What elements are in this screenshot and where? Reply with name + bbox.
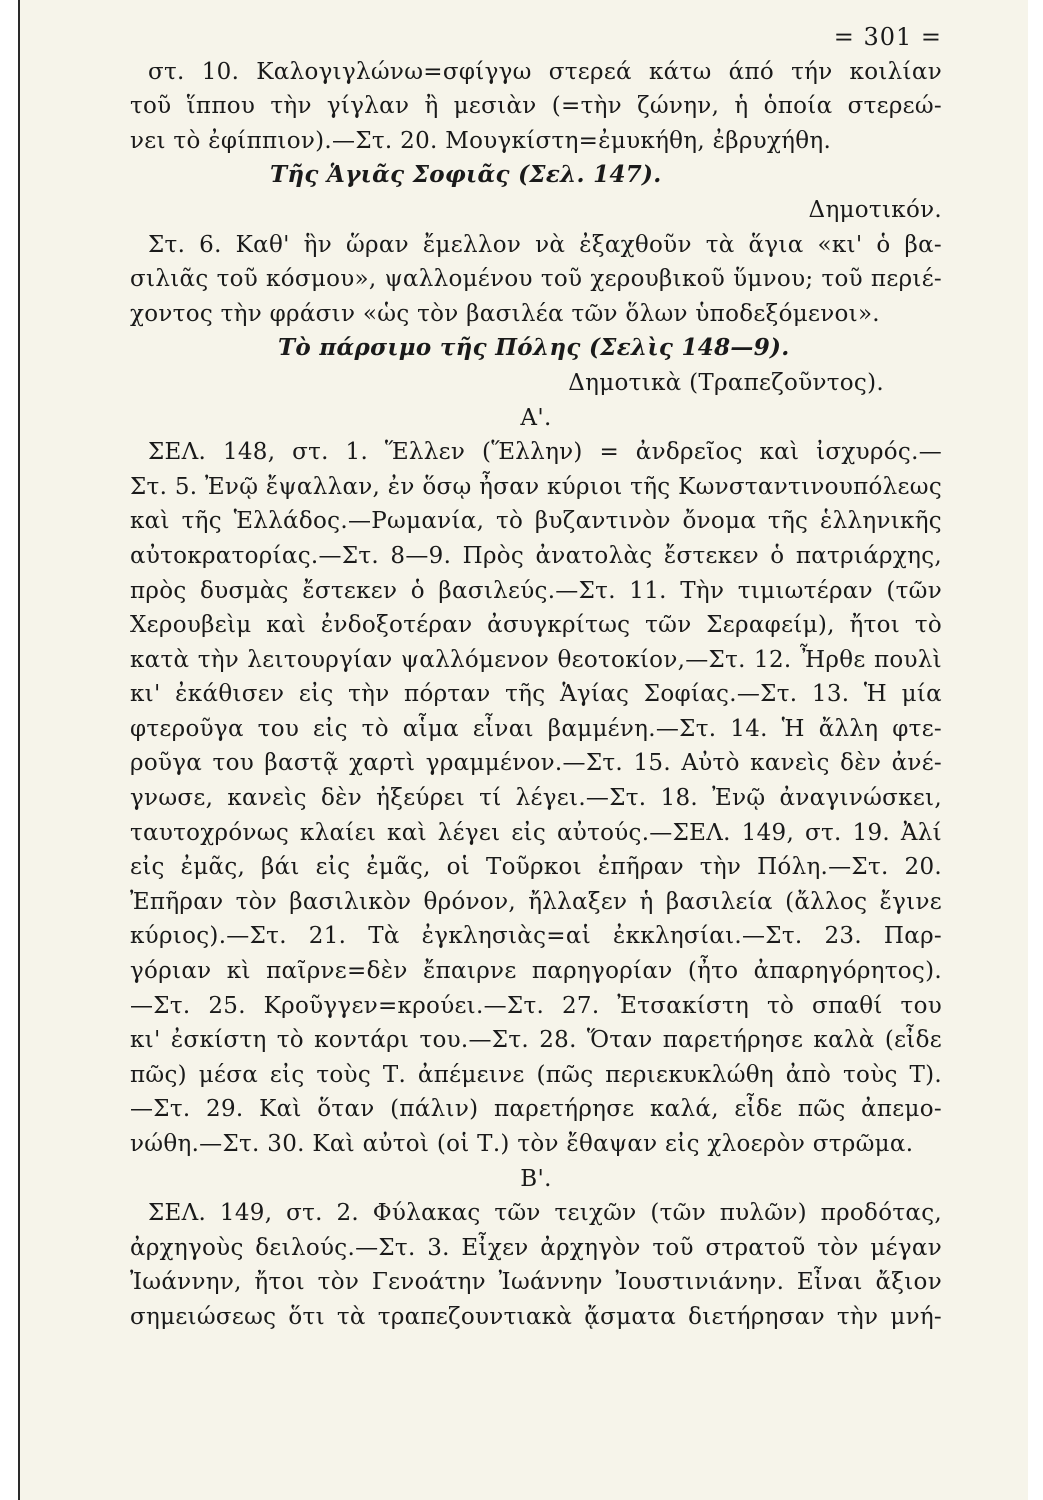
text-line: —Στ. 25. Κροῦγγεν=κρούει.—Στ. 27. Ἐτσακίστη τὸ σπαθί του — [130, 992, 942, 1019]
text-line: γόριαν κὶ παῖρνε=δὲν ἔπαιρνε παρηγορίαν (ἦτο ἀπαρηγόρητος). — [130, 958, 942, 985]
section-heading: Τὸ πάρσιμο τῆς Πόλης (Σελὶς 148—9). — [278, 334, 790, 362]
section-subheading: Δημοτικόν. — [808, 196, 942, 223]
book-page — [18, 0, 1028, 1500]
text-line: ἀρχηγοὺς δειλούς.—Στ. 3. Εἶχεν ἀρχηγὸν τοῦ στρατοῦ τὸν μέγαν — [130, 1234, 942, 1261]
section-subheading: Δημοτικὰ (Τραπεζοῦντος). — [568, 369, 884, 396]
page-number: = 301 = — [833, 23, 942, 51]
text-line: —Στ. 29. Καὶ ὅταν (πάλιν) παρετήρησε καλά, εἶδε πῶς ἀπεμο- — [130, 1096, 942, 1123]
text-line: νώθη.—Στ. 30. Καὶ αὐτοὶ (οἱ Τ.) τὸν ἔθαψαν εἰς χλοερὸν στρῶμα. — [130, 1131, 914, 1157]
text-line: ροῦγα του βαστᾷ χαρτὶ γραμμένον.—Στ. 15. Αὐτὸ κανεὶς δὲν ἀνέ- — [130, 750, 942, 777]
text-line: Ἰωάννην, ἤτοι τὸν Γενοάτην Ἰωάννην Ἰουστινιάνην. Εἶναι ἄξιον — [130, 1269, 942, 1296]
text-line: ΣΕΛ. 149, στ. 2. Φύλακας τῶν τειχῶν (τῶν πυλῶν) προδότας, — [148, 1200, 942, 1227]
section-heading: Τῆς Ἁγιᾶς Σοφιᾶς (Σελ. 147). — [270, 161, 662, 189]
text-line: Στ. 6. Καθ' ἣν ὥραν ἔμελλον νὰ ἐξαχθοῦν τὰ ἅγια «κι' ὁ βα- — [148, 231, 942, 258]
text-line: χοντος τὴν φράσιν «ὡς τὸν βασιλέα τῶν ὅλων ὑποδεξόμενοι». — [130, 300, 880, 327]
text-line: κι' ἐσκίστη τὸ κοντάρι του.—Στ. 28. Ὅταν παρετήρησε καλὰ (εἶδε — [130, 1027, 942, 1054]
text-line: στ. 10. Καλογιγλώνω=σφίγγω στερεά κάτω άπό τήν κοιλίαν — [148, 58, 942, 85]
text-line: κατὰ τὴν λειτουργίαν ψαλλόμενον θεοτοκίον,—Στ. 12. Ἦρθε πουλὶ — [130, 646, 942, 673]
text-line: εἰς ἐμᾶς, βάι εἰς ἐμᾶς, οἱ Τοῦρκοι ἐπῆραν τὴν Πόλη.—Στ. 20. — [130, 854, 942, 881]
part-marker: Β'. — [520, 1165, 552, 1192]
text-line: Ἐπῆραν τὸν βασιλικὸν θρόνον, ἤλλαξεν ἡ βασιλεία (ἄλλος ἔγινε — [130, 888, 942, 915]
text-line: Χερουβεὶμ καὶ ἐνδοξοτέραν ἀσυγκρίτως τῶν Σεραφείμ), ἤτοι τὸ — [130, 612, 942, 639]
text-line: φτεροῦγα του εἰς τὸ αἷμα εἶναι βαμμένη.—Στ. 14. Ἡ ἄλλη φτε- — [130, 715, 942, 742]
page-text — [130, 20, 942, 1335]
text-line: σημειώσεως ὅτι τὰ τραπεζουντιακὰ ᾄσματα διετήρησαν τὴν μνή- — [130, 1303, 942, 1330]
text-line: ΣΕΛ. 148, στ. 1. Ἕλλεν (Ἕλλην) = ἀνδρεῖος καὶ ἰσχυρός.— — [148, 439, 942, 466]
text-line: τοῦ ἵππου τὴν γίγλαν ἢ μεσιὰν (=τὴν ζώνην, ἡ ὁποία στερεώ- — [130, 93, 942, 120]
text-line: κι' ἐκάθισεν εἰς τὴν πόρταν τῆς Ἁγίας Σοφίας.—Στ. 13. Ἡ μία — [130, 681, 942, 708]
text-line: γνωσε, κανεὶς δὲν ἠξεύρει τί λέγει.—Στ. 18. Ἐνῷ ἀναγινώσκει, — [130, 785, 942, 812]
text-line: Στ. 5. Ἐνῷ ἔψαλλαν, ἐν ὅσῳ ἦσαν κύριοι τῆς Κωνσταντινουπόλεως — [130, 473, 942, 500]
text-line: πρὸς δυσμὰς ἔστεκεν ὁ βασιλεύς.—Στ. 11. Τὴν τιμιωτέραν (τῶν — [130, 577, 942, 604]
text-line: καὶ τῆς Ἑλλάδος.—Ρωμανία, τὸ βυζαντινὸν ὄνομα τῆς ἑλληνικῆς — [130, 508, 942, 535]
part-marker: Α'. — [520, 404, 552, 431]
text-line: πῶς) μέσα εἰς τοὺς Τ. ἀπέμεινε (πῶς περιεκυκλώθη ἀπὸ τοὺς Τ). — [130, 1061, 942, 1088]
text-line: αὐτοκρατορίας.—Στ. 8—9. Πρὸς ἀνατολὰς ἔστεκεν ὁ πατριάρχης, — [130, 542, 942, 569]
text-line: κύριος).—Στ. 21. Τὰ ἐγκλησιὰς=αἱ ἐκκλησίαι.—Στ. 23. Παρ- — [130, 923, 942, 950]
page-edge — [18, 0, 20, 1500]
text-line: ταυτοχρόνως κλαίει καὶ λέγει εἰς αὐτούς.—ΣΕΛ. 149, στ. 19. Ἀλί — [130, 819, 942, 846]
text-line: νει τὸ ἐφίππιον).—Στ. 20. Μουγκίστη=ἐμυκήθη, ἐβρυχήθη. — [130, 127, 832, 154]
text-line: σιλιᾶς τοῦ κόσμου», ψαλλομένου τοῦ χερουβικοῦ ὕμνου; τοῦ περιέ- — [130, 266, 942, 293]
